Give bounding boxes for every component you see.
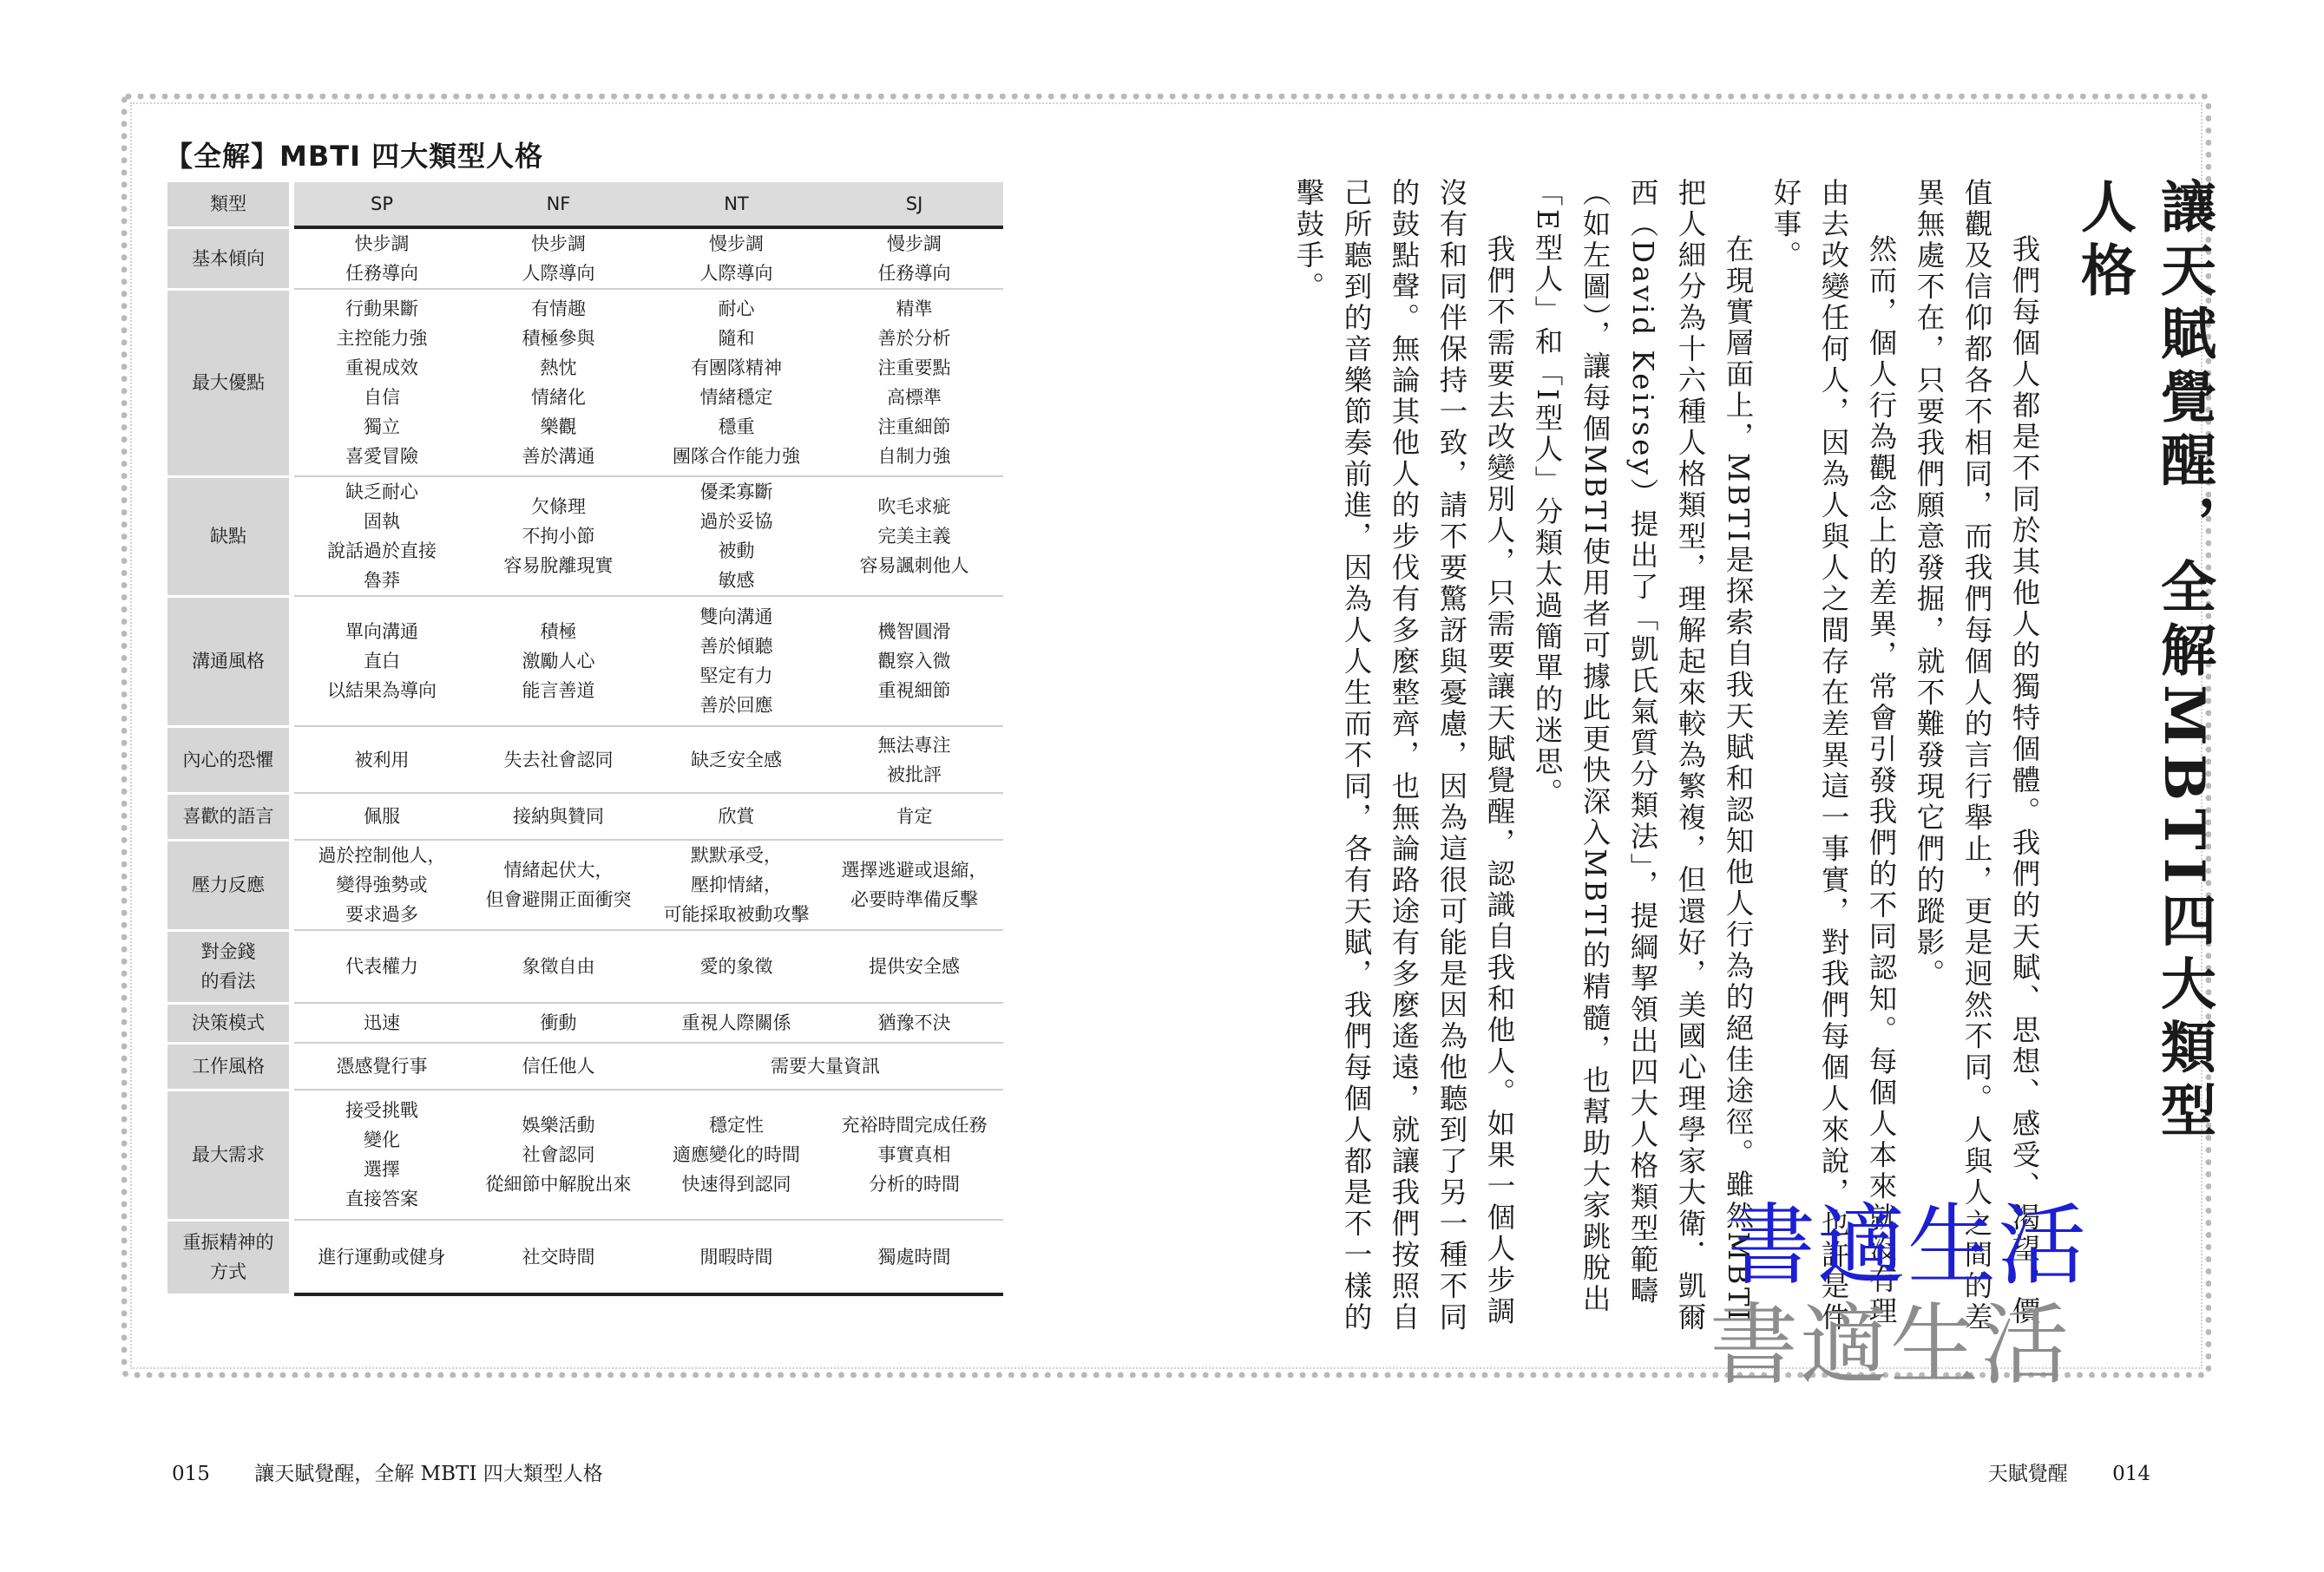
row-header-line: 最大優點	[192, 372, 265, 393]
column-header-nf: NF	[469, 182, 647, 227]
table-row	[167, 726, 1003, 793]
table-cell	[292, 930, 469, 1003]
cell-line: 選擇	[364, 1159, 400, 1180]
table-cell	[647, 1220, 825, 1294]
cell-line: 樂觀	[540, 416, 577, 437]
cell-line: 進行運動或健身	[318, 1246, 446, 1267]
table-cell	[469, 793, 647, 840]
cell-line: 獨立	[364, 416, 400, 437]
row-header-line: 喜歡的語言	[182, 806, 274, 827]
cell-line: 機智圓滑	[877, 621, 951, 642]
table-cell	[292, 596, 469, 726]
table-cell	[469, 227, 647, 289]
cell-line: 分析的時間	[869, 1174, 960, 1195]
table-cell	[469, 596, 647, 726]
cell-line: 精準	[896, 298, 933, 319]
cell-line: 穩重	[718, 416, 755, 437]
cell-line: 無法專注	[877, 734, 951, 756]
table-cell	[825, 1090, 1003, 1220]
running-title-left: 讓天賦覺醒，全解 MBTI 四大類型人格	[254, 1463, 603, 1485]
cell-line: 穩定性	[709, 1115, 764, 1136]
cell-line: 但會避開正面衝突	[485, 889, 632, 910]
cell-line: 變化	[364, 1130, 400, 1150]
table-cell	[647, 726, 825, 793]
footer-left	[172, 1457, 603, 1486]
cell-line: 猶豫不決	[877, 1012, 951, 1033]
cell-line: 耐心	[718, 298, 755, 319]
row-header	[167, 1220, 292, 1294]
table-cell	[647, 227, 825, 289]
cell-line: 被批評	[887, 763, 942, 785]
cell-line: 慢步調	[709, 233, 764, 254]
cell-line: 適應變化的時間	[673, 1144, 800, 1165]
table-cell	[292, 793, 469, 840]
cell-line: 觀察入微	[877, 651, 951, 671]
cell-line: 重視細節	[877, 680, 951, 701]
watermark-blue: 書適生活	[1727, 1195, 2088, 1298]
table-row	[167, 1090, 1003, 1220]
cell-line: 從細節中解脫出來	[485, 1174, 632, 1195]
cell-line: 失去社會認同	[503, 749, 614, 770]
row-header-line: 的看法	[200, 971, 256, 992]
cell-line: 主控能力強	[336, 328, 428, 349]
row-header	[167, 793, 292, 840]
cell-line: 憑感覺行事	[336, 1056, 428, 1077]
cell-line: 快步調	[531, 233, 586, 254]
article-paragraph: 我們每個人都是不同於其他人的獨特個體。我們的天賦、思想、感受、渴望、價值觀及信仰都各不相同，而我們每個人的言行舉止，更是迥然不同。人與人之間的差異無處不在，只要我們願意發掘，就不難發現它們的蹤影。	[1913, 178, 2041, 1333]
footer-right	[1988, 1457, 2150, 1486]
cell-line: 不拘小節	[522, 526, 595, 547]
cell-line: 注重要點	[877, 357, 951, 378]
cell-line: 魯莽	[364, 570, 400, 591]
cell-line: 團隊合作能力強	[673, 446, 800, 467]
cell-line: 善於傾聽	[699, 636, 773, 657]
table-cell	[292, 1090, 469, 1220]
cell-line: 情緒化	[531, 387, 586, 408]
row-header-line: 溝通風格	[192, 651, 265, 671]
cell-line: 需要大量資訊	[771, 1056, 880, 1077]
watermark-gray: 書適生活	[1710, 1294, 2071, 1398]
table-cell	[292, 476, 469, 596]
table-row	[167, 1220, 1003, 1294]
cell-line: 獨處時間	[877, 1246, 951, 1267]
table-cell	[469, 930, 647, 1003]
cell-line: 積極	[540, 621, 577, 642]
cell-line: 重視人際關係	[681, 1012, 791, 1033]
row-header-line: 壓力反應	[192, 874, 265, 895]
cell-line: 激勵人心	[522, 651, 595, 671]
row-header	[167, 476, 292, 596]
cell-line: 接納與贊同	[513, 806, 604, 827]
cell-line: 單向溝通	[345, 621, 418, 642]
article-paragraph: 然而，個人行為觀念上的差異，常會引發我們的不同認知。每個人本來就沒有理由去改變任何人，因為人與人之間存在差異這一事實，對我們每個人來說，也許是件好事。	[1769, 178, 1898, 1333]
table-corner-header: 類型	[167, 182, 292, 227]
cell-line: 衝動	[540, 1012, 577, 1033]
cell-line: 被動	[718, 540, 755, 561]
table-row	[167, 1003, 1003, 1043]
cell-line: 容易諷刺他人	[859, 555, 969, 576]
table-cell	[825, 793, 1003, 840]
cell-line: 雙向溝通	[699, 606, 773, 627]
table-cell	[825, 476, 1003, 596]
table-cell	[469, 289, 647, 476]
table-cell	[469, 726, 647, 793]
table-cell	[469, 1043, 647, 1090]
table-cell	[292, 227, 469, 289]
cell-line: 快步調	[354, 233, 410, 254]
table-cell	[647, 930, 825, 1003]
table-cell	[825, 227, 1003, 289]
cell-line: 有團隊精神	[691, 357, 782, 378]
cell-line: 善於溝通	[522, 446, 595, 467]
cell-line: 變得強勢或	[336, 874, 428, 895]
row-header	[167, 1003, 292, 1043]
table-cell	[647, 596, 825, 726]
table-cell	[825, 840, 1003, 930]
table-cell	[825, 1003, 1003, 1043]
row-header	[167, 930, 292, 1003]
cell-line: 快速得到認同	[681, 1174, 791, 1195]
article-title: 讓天賦覺醒，全解MBTI四大類型人格	[2071, 178, 2216, 1145]
cell-line: 容易脫離現實	[503, 555, 614, 576]
table-cell	[647, 1090, 825, 1220]
table-cell	[292, 1220, 469, 1294]
cell-line: 以結果為導向	[327, 680, 437, 701]
cell-line: 人際導向	[699, 263, 773, 284]
table-cell	[647, 793, 825, 840]
cell-line: 完美主義	[877, 526, 951, 547]
cell-line: 被利用	[354, 749, 410, 770]
table-cell	[647, 840, 825, 930]
row-header-line: 對金錢	[200, 941, 256, 962]
table-cell	[469, 1003, 647, 1043]
row-header	[167, 726, 292, 793]
page-number-right: 014	[2112, 1463, 2150, 1485]
article-paragraph: 我們不需要去改變別人，只需要讓天賦覺醒，認識自我和他人。如果一個人步調沒有和同伴保持一致，請不要驚訝與憂慮，因為這很可能是因為他聽到了另一種不同的鼓點聲。無論其他人的步伐有多麼整齊，也無論路途有多麼遙遠，就讓我們按照自己所聽到的音樂節奏前進，因為人人生而不同，各有天賦，我們每個人都是不一樣的擊鼓手。	[1292, 178, 1516, 1333]
cell-line: 必要時準備反擊	[850, 889, 978, 910]
table-row	[167, 930, 1003, 1003]
table-cell-merged	[647, 1043, 1003, 1090]
table-cell	[292, 1003, 469, 1043]
row-header	[167, 227, 292, 289]
row-header-line: 最大需求	[192, 1144, 265, 1165]
table-cell	[647, 289, 825, 476]
cell-line: 自制力強	[877, 446, 951, 467]
table-cell	[825, 289, 1003, 476]
row-header	[167, 1043, 292, 1090]
cell-line: 缺乏耐心	[345, 481, 418, 502]
cell-line: 事實真相	[877, 1144, 951, 1165]
cell-line: 缺乏安全感	[691, 749, 782, 770]
cell-line: 高標準	[887, 387, 942, 408]
cell-line: 信任他人	[522, 1056, 595, 1077]
cell-line: 接受挑戰	[345, 1100, 418, 1121]
cell-line: 默默承受，	[691, 845, 782, 866]
cell-line: 重視成效	[345, 357, 418, 378]
row-header-line: 決策模式	[192, 1012, 265, 1033]
row-header-line: 重振精神的	[182, 1232, 274, 1253]
table-row	[167, 840, 1003, 930]
cell-line: 社交時間	[522, 1246, 595, 1267]
table-row	[167, 227, 1003, 289]
table-cell	[469, 840, 647, 930]
column-header-sp: SP	[292, 182, 469, 227]
running-title-right: 天賦覺醒	[1987, 1463, 2068, 1485]
cell-line: 隨和	[718, 328, 755, 349]
cell-line: 善於回應	[699, 695, 773, 716]
column-header-nt: NT	[647, 182, 825, 227]
cell-line: 堅定有力	[699, 665, 773, 686]
cell-line: 敏感	[718, 570, 755, 591]
cell-line: 壓抑情緒，	[691, 874, 782, 895]
table-cell	[469, 1220, 647, 1294]
cell-line: 閒暇時間	[699, 1246, 773, 1267]
table-row	[167, 289, 1003, 476]
cell-line: 娛樂活動	[522, 1115, 595, 1136]
cell-line: 任務導向	[345, 263, 418, 284]
cell-line: 直接答案	[345, 1189, 418, 1209]
cell-line: 象徵自由	[522, 956, 595, 977]
table-cell	[647, 476, 825, 596]
cell-line: 社會認同	[522, 1144, 595, 1165]
row-header-line: 內心的恐懼	[182, 749, 274, 770]
cell-line: 能言善道	[522, 680, 595, 701]
row-header	[167, 596, 292, 726]
table-row	[167, 596, 1003, 726]
cell-line: 固執	[364, 511, 400, 532]
table-cell	[469, 476, 647, 596]
article-body	[1284, 178, 2048, 1340]
cell-line: 佩服	[364, 806, 400, 827]
cell-line: 說話過於直接	[327, 540, 437, 561]
table-cell	[825, 1220, 1003, 1294]
cell-line: 代表權力	[345, 956, 418, 977]
table-cell	[469, 1090, 647, 1220]
cell-line: 要求過多	[345, 904, 418, 925]
table-cell	[292, 840, 469, 930]
cell-line: 充裕時間完成任務	[841, 1115, 988, 1136]
row-header-line: 工作風格	[192, 1056, 265, 1077]
column-header-sj: SJ	[825, 182, 1003, 227]
cell-line: 愛的象徵	[699, 956, 773, 977]
cell-line: 情緒起伏大，	[503, 860, 614, 881]
table-title: 【全解】MBTI 四大類型人格	[165, 140, 544, 173]
cell-line: 積極參與	[522, 328, 595, 349]
table-cell	[825, 726, 1003, 793]
cell-line: 肯定	[896, 806, 933, 827]
row-header-line: 缺點	[210, 526, 246, 547]
cell-line: 行動果斷	[345, 298, 418, 319]
cell-line: 迅速	[364, 1012, 400, 1033]
cell-line: 直白	[364, 651, 400, 671]
cell-line: 選擇逃避或退縮，	[841, 860, 988, 881]
cell-line: 有情趣	[531, 298, 586, 319]
cell-line: 可能採取被動攻擊	[663, 904, 810, 925]
table-row	[167, 1043, 1003, 1090]
row-header-line: 基本傾向	[192, 247, 265, 269]
table-cell	[825, 930, 1003, 1003]
table-row	[167, 793, 1003, 840]
table-cell	[292, 1043, 469, 1090]
cell-line: 過於妥協	[699, 511, 773, 532]
row-header	[167, 1090, 292, 1220]
cell-line: 情緒穩定	[699, 387, 773, 408]
cell-line: 優柔寡斷	[699, 481, 773, 502]
cell-line: 自信	[364, 387, 400, 408]
table-cell	[647, 1003, 825, 1043]
cell-line: 提供安全感	[869, 956, 960, 977]
cell-line: 任務導向	[877, 263, 951, 284]
cell-line: 欠條理	[531, 496, 586, 517]
table-cell	[292, 289, 469, 476]
cell-line: 吹毛求疵	[877, 496, 951, 517]
table-body	[167, 227, 1003, 1294]
article-paragraph: 在現實層面上，MBTI是探索自我天賦和認知他人行為的絕佳途徑。雖然MBTI把人細分為十六種人格類型，理解起來較為繁複，但還好，美國心理學家大衛．凱爾西（David Keirsey）提出了「凱氏氣質分類法」，提綱挈領出四大人格類型範疇（如左圖），讓每個MBTI使用者可據此更快深入MBTI的精髓，也幫助大家跳脫出「E型人」和「I型人」分類太過簡單的迷思。	[1531, 178, 1755, 1333]
cell-line: 欣賞	[718, 806, 755, 827]
table-cell	[292, 726, 469, 793]
cell-line: 熱忱	[540, 357, 577, 378]
row-header	[167, 289, 292, 476]
table-row	[167, 476, 1003, 596]
cell-line: 注重細節	[877, 416, 951, 437]
cell-line: 喜愛冒險	[345, 446, 418, 467]
table-cell	[825, 596, 1003, 726]
cell-line: 過於控制他人，	[318, 845, 446, 866]
cell-line: 慢步調	[887, 233, 942, 254]
row-header	[167, 840, 292, 930]
cell-line: 人際導向	[522, 263, 595, 284]
page-number-left: 015	[172, 1463, 210, 1485]
cell-line: 善於分析	[877, 328, 951, 349]
mbti-table	[167, 182, 1003, 1296]
row-header-line: 方式	[210, 1261, 246, 1282]
